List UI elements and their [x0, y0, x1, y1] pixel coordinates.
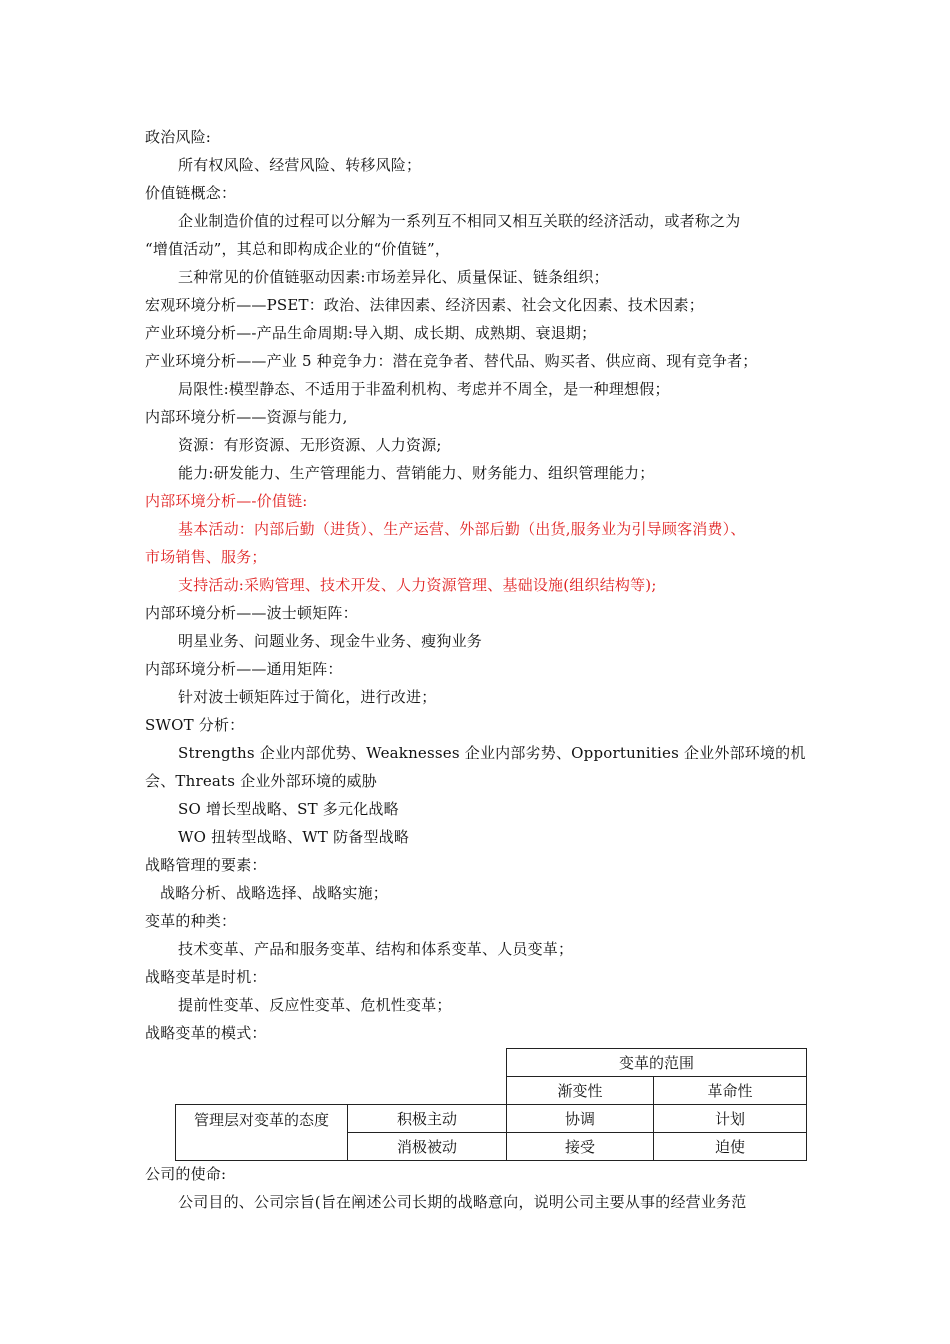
table-cell: 协调	[507, 1105, 654, 1133]
text-line: 公司目的、公司宗旨(旨在阐述公司长期的战略意向，说明公司主要从事的经营业务范	[178, 1193, 747, 1211]
table-empty-cell	[348, 1049, 507, 1077]
text-line: Strengths 企业内部优势、Weaknesses 企业内部劣势、Opportunities 企业外部环境的机	[178, 744, 806, 762]
change-mode-table	[175, 1048, 807, 1161]
text-line: SO 增长型战略、ST 多元化战略	[178, 800, 399, 818]
table-header-revolutionary: 革命性	[654, 1077, 807, 1105]
text-line: 战略分析、战略选择、战略实施；	[160, 884, 389, 902]
table-row	[176, 1105, 807, 1133]
table-empty-cell	[176, 1049, 348, 1077]
table-empty-cell	[348, 1077, 507, 1105]
text-line: 支持活动:采购管理、技术开发、人力资源管理、基础设施(组织结构等);	[178, 576, 657, 594]
table-cell: 迫使	[654, 1133, 807, 1161]
table-row-label-passive: 消极被动	[348, 1133, 507, 1161]
heading-bcg-matrix: 内部环境分析——波士顿矩阵：	[145, 604, 358, 622]
text-line: 提前性变革、反应性变革、危机性变革；	[178, 996, 452, 1014]
table-row-header-attitude: 管理层对变革的态度	[176, 1105, 348, 1161]
text-line: 会、Threats 企业外部环境的威胁	[145, 772, 377, 790]
heading-change-modes: 战略变革的模式：	[145, 1024, 267, 1042]
text-line: 基本活动：内部后勤（进货）、生产运营、外部后勤（出货,服务业为引导顾客消费）、	[178, 520, 746, 538]
heading-political-risk: 政治风险:	[145, 128, 212, 146]
text-line: 局限性:模型静态、不适用于非盈利机构、考虑并不周全，是一种理想假；	[178, 380, 670, 398]
text-line: WO 扭转型战略、WT 防备型战略	[178, 828, 410, 846]
text-line: 明星业务、问题业务、现金牛业务、瘦狗业务	[178, 632, 483, 650]
table-row-label-active: 积极主动	[348, 1105, 507, 1133]
text-line: 所有权风险、经营风险、转移风险；	[178, 156, 422, 174]
heading-change-types: 变革的种类：	[145, 912, 237, 930]
heading-company-mission: 公司的使命:	[145, 1165, 227, 1183]
text-line: 企业制造价值的过程可以分解为一系列互不相同又相互关联的经济活动，或者称之为	[178, 212, 741, 230]
table-cell: 计划	[654, 1105, 807, 1133]
table-row	[176, 1049, 807, 1077]
heading-internal-value-chain: 内部环境分析—-价值链:	[145, 492, 308, 510]
table-cell: 接受	[507, 1133, 654, 1161]
heading-swot: SWOT 分析：	[145, 716, 245, 734]
heading-value-chain-concept: 价值链概念：	[145, 184, 237, 202]
table-header-scope: 变革的范围	[507, 1049, 807, 1077]
table-row	[176, 1077, 807, 1105]
text-line: 针对波士顿矩阵过于简化，进行改进；	[178, 688, 437, 706]
heading-internal-resources: 内部环境分析——资源与能力,	[145, 408, 348, 426]
heading-strategy-elements: 战略管理的要素：	[145, 856, 267, 874]
text-line: “增值活动”，其总和即构成企业的“价值链”，	[145, 240, 451, 258]
text-line: 资源：有形资源、无形资源、人力资源;	[178, 436, 442, 454]
text-line: 技术变革、产品和服务变革、结构和体系变革、人员变革；	[178, 940, 574, 958]
heading-industry-lifecycle: 产业环境分析—-产品生命周期:导入期、成长期、成熟期、衰退期；	[145, 324, 597, 342]
heading-ge-matrix: 内部环境分析——通用矩阵：	[145, 660, 343, 678]
heading-change-timing: 战略变革是时机：	[145, 968, 267, 986]
table-header-gradual: 渐变性	[507, 1077, 654, 1105]
text-line: 能力:研发能力、生产管理能力、营销能力、财务能力、组织管理能力；	[178, 464, 655, 482]
heading-five-forces: 产业环境分析——产业 5 种竞争力：潜在竞争者、替代品、购买者、供应商、现有竞争者；	[145, 352, 758, 370]
text-line: 三种常见的价值链驱动因素:市场差异化、质量保证、链条组织；	[178, 268, 609, 286]
table-empty-cell	[176, 1077, 348, 1105]
text-line: 市场销售、服务；	[145, 548, 267, 566]
heading-macro-analysis: 宏观环境分析——PSET：政治、法律因素、经济因素、社会文化因素、技术因素；	[145, 296, 704, 314]
